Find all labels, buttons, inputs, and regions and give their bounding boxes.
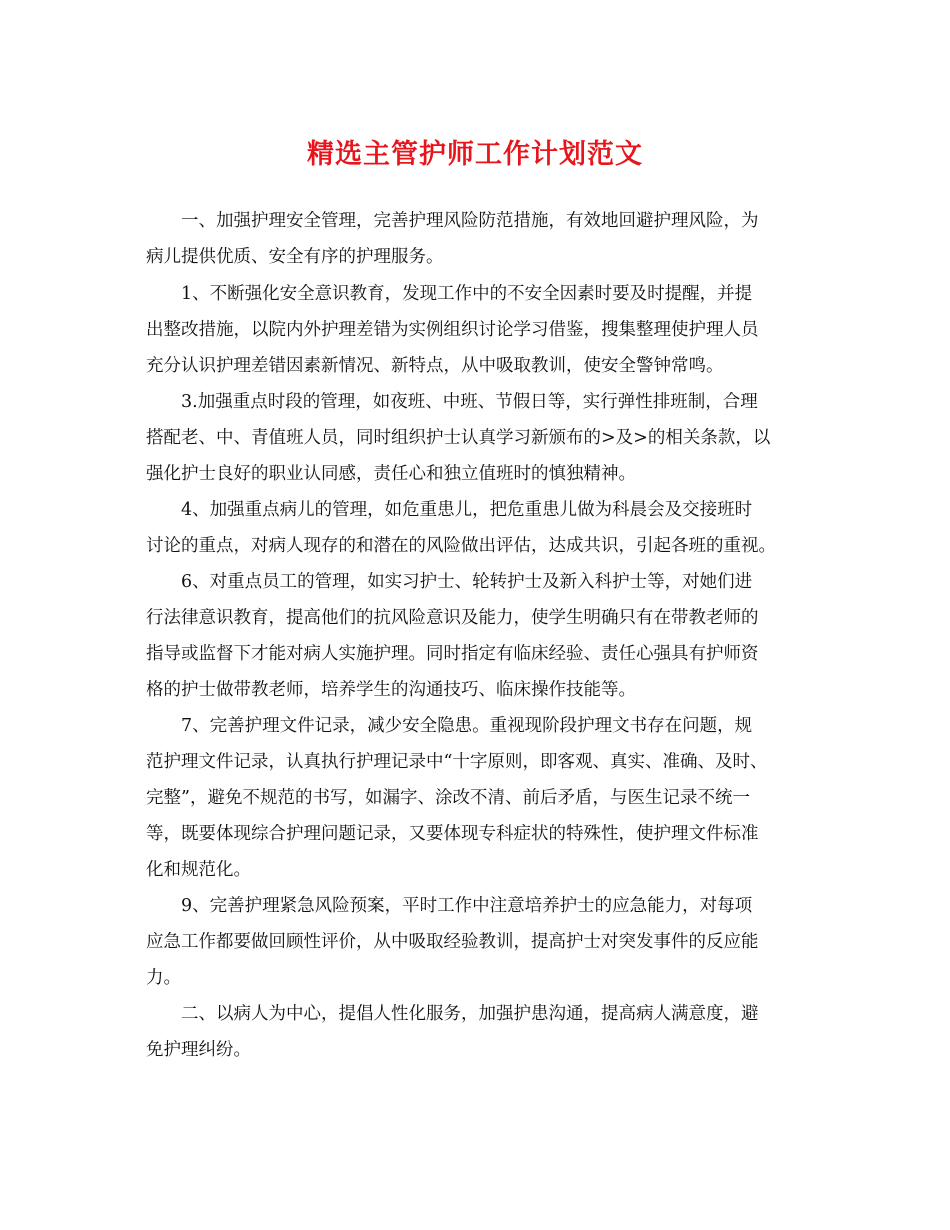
- paragraph-line: 完整”，避免不规范的书写，如漏字、涂改不清、前后矛盾，与医生记录不统一: [146, 788, 750, 808]
- paragraph-line: 充分认识护理差错因素新情况、新特点，从中吸取教训，使安全警钟常鸣。: [146, 356, 724, 376]
- paragraph-line: 范护理文件记录，认真执行护理记录中“十字原则，即客观、真实、准确、及时、: [146, 752, 768, 772]
- paragraph-line: 搭配老、中、青值班人员，同时组织护士认真学习新颁布的>及>的相关条款，以: [146, 428, 771, 448]
- paragraph-line: 应急工作都要做回顾性评价，从中吸取经验教训，提高护士对突发事件的反应能: [146, 932, 759, 952]
- paragraph-line: 7、完善护理文件记录，减少安全隐患。重视现阶段护理文书存在问题，规: [181, 716, 753, 736]
- paragraph-line: 病儿提供优质、安全有序的护理服务。: [146, 247, 444, 267]
- paragraph-line: 行法律意识教育，提高他们的抗风险意识及能力，使学生明确只有在带教老师的: [146, 608, 759, 628]
- paragraph-line: 9、完善护理紧急风险预案，平时工作中注意培养护士的应急能力，对每项: [181, 896, 753, 916]
- document-title: 精选主管护师工作计划范文: [307, 139, 643, 170]
- paragraph-line: 出整改措施，以院内外护理差错为实例组织讨论学习借鉴，搜集整理使护理人员: [146, 320, 759, 340]
- paragraph-line: 免护理纠纷。: [146, 1040, 251, 1060]
- paragraph-line: 力。: [146, 968, 181, 988]
- paragraph-line: 化和规范化。: [146, 860, 251, 880]
- paragraph-line: 1、不断强化安全意识教育，发现工作中的不安全因素时要及时提醒，并提: [181, 284, 753, 304]
- paragraph-line: 4、加强重点病儿的管理，如危重患儿，把危重患儿做为科晨会及交接班时: [181, 500, 753, 520]
- paragraph-line: 二、以病人为中心，提倡人性化服务，加强护患沟通，提高病人满意度，避: [181, 1004, 759, 1024]
- paragraph-line: 3.加强重点时段的管理，如夜班、中班、节假日等，实行弹性排班制，合理: [181, 392, 758, 412]
- paragraph-line: 指导或监督下才能对病人实施护理。同时指定有临床经验、责任心强具有护师资: [146, 644, 759, 664]
- paragraph-line: 强化护士良好的职业认同感，责任心和独立值班时的慎独精神。: [146, 464, 636, 484]
- paragraph-line: 讨论的重点，对病人现存的和潜在的风险做出评估，达成共识，引起各班的重视。: [146, 536, 776, 556]
- paragraph-line: 等，既要体现综合护理问题记录，又要体现专科症状的特殊性，使护理文件标准: [146, 824, 759, 844]
- paragraph-line: 格的护士做带教老师，培养学生的沟通技巧、临床操作技能等。: [146, 680, 636, 700]
- paragraph-line: 一、加强护理安全管理，完善护理风险防范措施，有效地回避护理风险，为: [181, 211, 759, 231]
- paragraph-line: 6、对重点员工的管理，如实习护士、轮转护士及新入科护士等，对她们进: [181, 572, 753, 592]
